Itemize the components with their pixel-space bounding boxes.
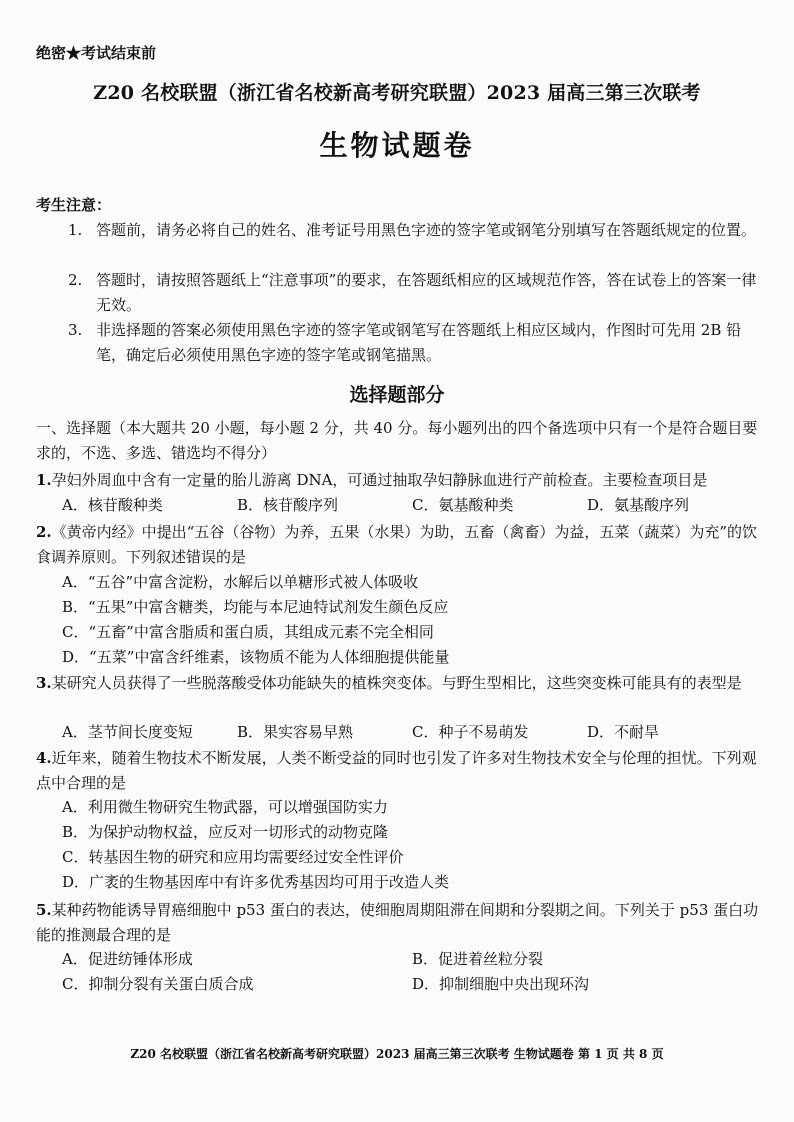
option-c: C．“五畜”中富含脂质和蛋白质，其组成元素不完全相同 [62, 623, 434, 641]
option-c: C．抑制分裂有关蛋白质合成 [62, 975, 254, 993]
question-stem: 某种药物能诱导胃癌细胞中 p53 蛋白的表达，使细胞周期阻滞在间期和分裂期之间。下列关于 p53 蛋白功能的推测最合理的是 [36, 901, 759, 944]
question-3-options [62, 720, 762, 745]
question-3 [36, 671, 768, 696]
option-a: A．利用微生物研究生物武器，可以增强国防实力 [62, 798, 388, 816]
notice-item-number: 1. [68, 221, 83, 239]
part-intro: 一、选择题（本大题共 20 小题，每小题 2 分，共 40 分。每小题列出的四个备选项中只有一个是符合题目要求的，不选、多选、错选均不得分） [36, 419, 758, 462]
page-footer: Z20 名校联盟（浙江省名校新高考研究联盟）2023 届高三第三次联考 生物试题卷 第 1 页 共 8 页 [130, 1047, 664, 1061]
notice-item [68, 268, 768, 318]
option-b: B．“五果”中富含糖类，均能与本尼迪特试剂发生颜色反应 [62, 598, 449, 616]
option-c: C．种子不易萌发 [412, 723, 529, 741]
question-number: 5. [36, 901, 52, 919]
paper-title: 生物试题卷 [319, 129, 475, 162]
question-5 [36, 898, 768, 948]
option-b: B．为保护动物权益，应反对一切形式的动物克隆 [62, 823, 389, 841]
option-b: B．促进着丝粒分裂 [412, 950, 544, 968]
option-a: A．“五谷”中富含淀粉，水解后以单糖形式被人体吸收 [62, 573, 419, 591]
question-2-options [62, 570, 762, 670]
question-2 [36, 520, 768, 570]
question-4 [36, 746, 768, 796]
question-stem: 《黄帝内经》中提出“五谷（谷物）为养，五果（水果）为助，五畜（禽畜）为益，五菜（蔬菜）为充”的饮食调养原则。下列叙述错误的是 [36, 523, 758, 566]
question-number: 2. [36, 523, 52, 541]
exam-header: Z20 名校联盟（浙江省名校新高考研究联盟）2023 届高三第三次联考 [93, 82, 701, 104]
option-b: B．核苷酸序列 [237, 496, 339, 514]
option-c: C．转基因生物的研究和应用均需要经过安全性评价 [62, 848, 404, 866]
question-5-options [62, 947, 762, 997]
option-d: D．抑制细胞中央出现环沟 [412, 975, 590, 993]
question-number: 4. [36, 749, 52, 767]
notice-item-number: 3. [68, 321, 83, 339]
question-stem: 近年来，随着生物技术不断发展，人类不断受益的同时也引发了许多对生物技术安全与伦理的担忧。下列观点中合理的是 [36, 749, 757, 792]
notice-item-text: 非选择题的答案必须使用黑色字迹的签字笔或钢笔写在答题纸上相应区域内，作图时可先用 2B 铅笔，确定后必须使用黑色字迹的签字笔或钢笔描黑。 [96, 321, 742, 364]
option-a: A．促进纺锤体形成 [62, 950, 193, 968]
option-b: B．果实容易早熟 [237, 723, 354, 741]
option-d: D．“五菜”中富含纤维素，该物质不能为人体细胞提供能量 [62, 648, 450, 666]
notice-item-text: 答题时，请按照答题纸上“注意事项”的要求，在答题纸相应的区域规范作答，答在试卷上的答案一律无效。 [96, 271, 757, 314]
option-c: C．氨基酸种类 [412, 496, 514, 514]
notice-heading: 考生注意： [36, 196, 112, 214]
question-number: 1. [36, 471, 52, 489]
question-number: 3. [36, 674, 52, 692]
question-1 [36, 468, 768, 493]
option-a: A．茎节间长度变短 [62, 723, 193, 741]
question-stem: 某研究人员获得了一些脱落酸受体功能缺失的植株突变体。与野生型相比，这些突变株可能具有的表型是 [51, 674, 742, 692]
confidential-label: 绝密★考试结束前 [36, 44, 157, 62]
notice-item [68, 218, 768, 243]
option-d: D．不耐旱 [587, 723, 660, 741]
question-1-options [62, 493, 762, 518]
notice-item-number: 2. [68, 271, 83, 289]
question-stem: 孕妇外周血中含有一定量的胎儿游离 DNA，可通过抽取孕妇静脉血进行产前检查。主要检查项目是 [51, 471, 708, 489]
option-d: D．氨基酸序列 [587, 496, 690, 514]
option-d: D．广袤的生物基因库中有许多优秀基因均可用于改造人类 [62, 873, 450, 891]
option-a: A．核苷酸种类 [62, 496, 163, 514]
notice-item [68, 318, 768, 368]
question-4-options [62, 795, 762, 895]
notice-item-text: 答题前，请务必将自己的姓名、准考证号用黑色字迹的签字笔或钢笔分别填写在答题纸规定的位置。 [96, 221, 757, 239]
section-title: 选择题部分 [349, 384, 445, 406]
